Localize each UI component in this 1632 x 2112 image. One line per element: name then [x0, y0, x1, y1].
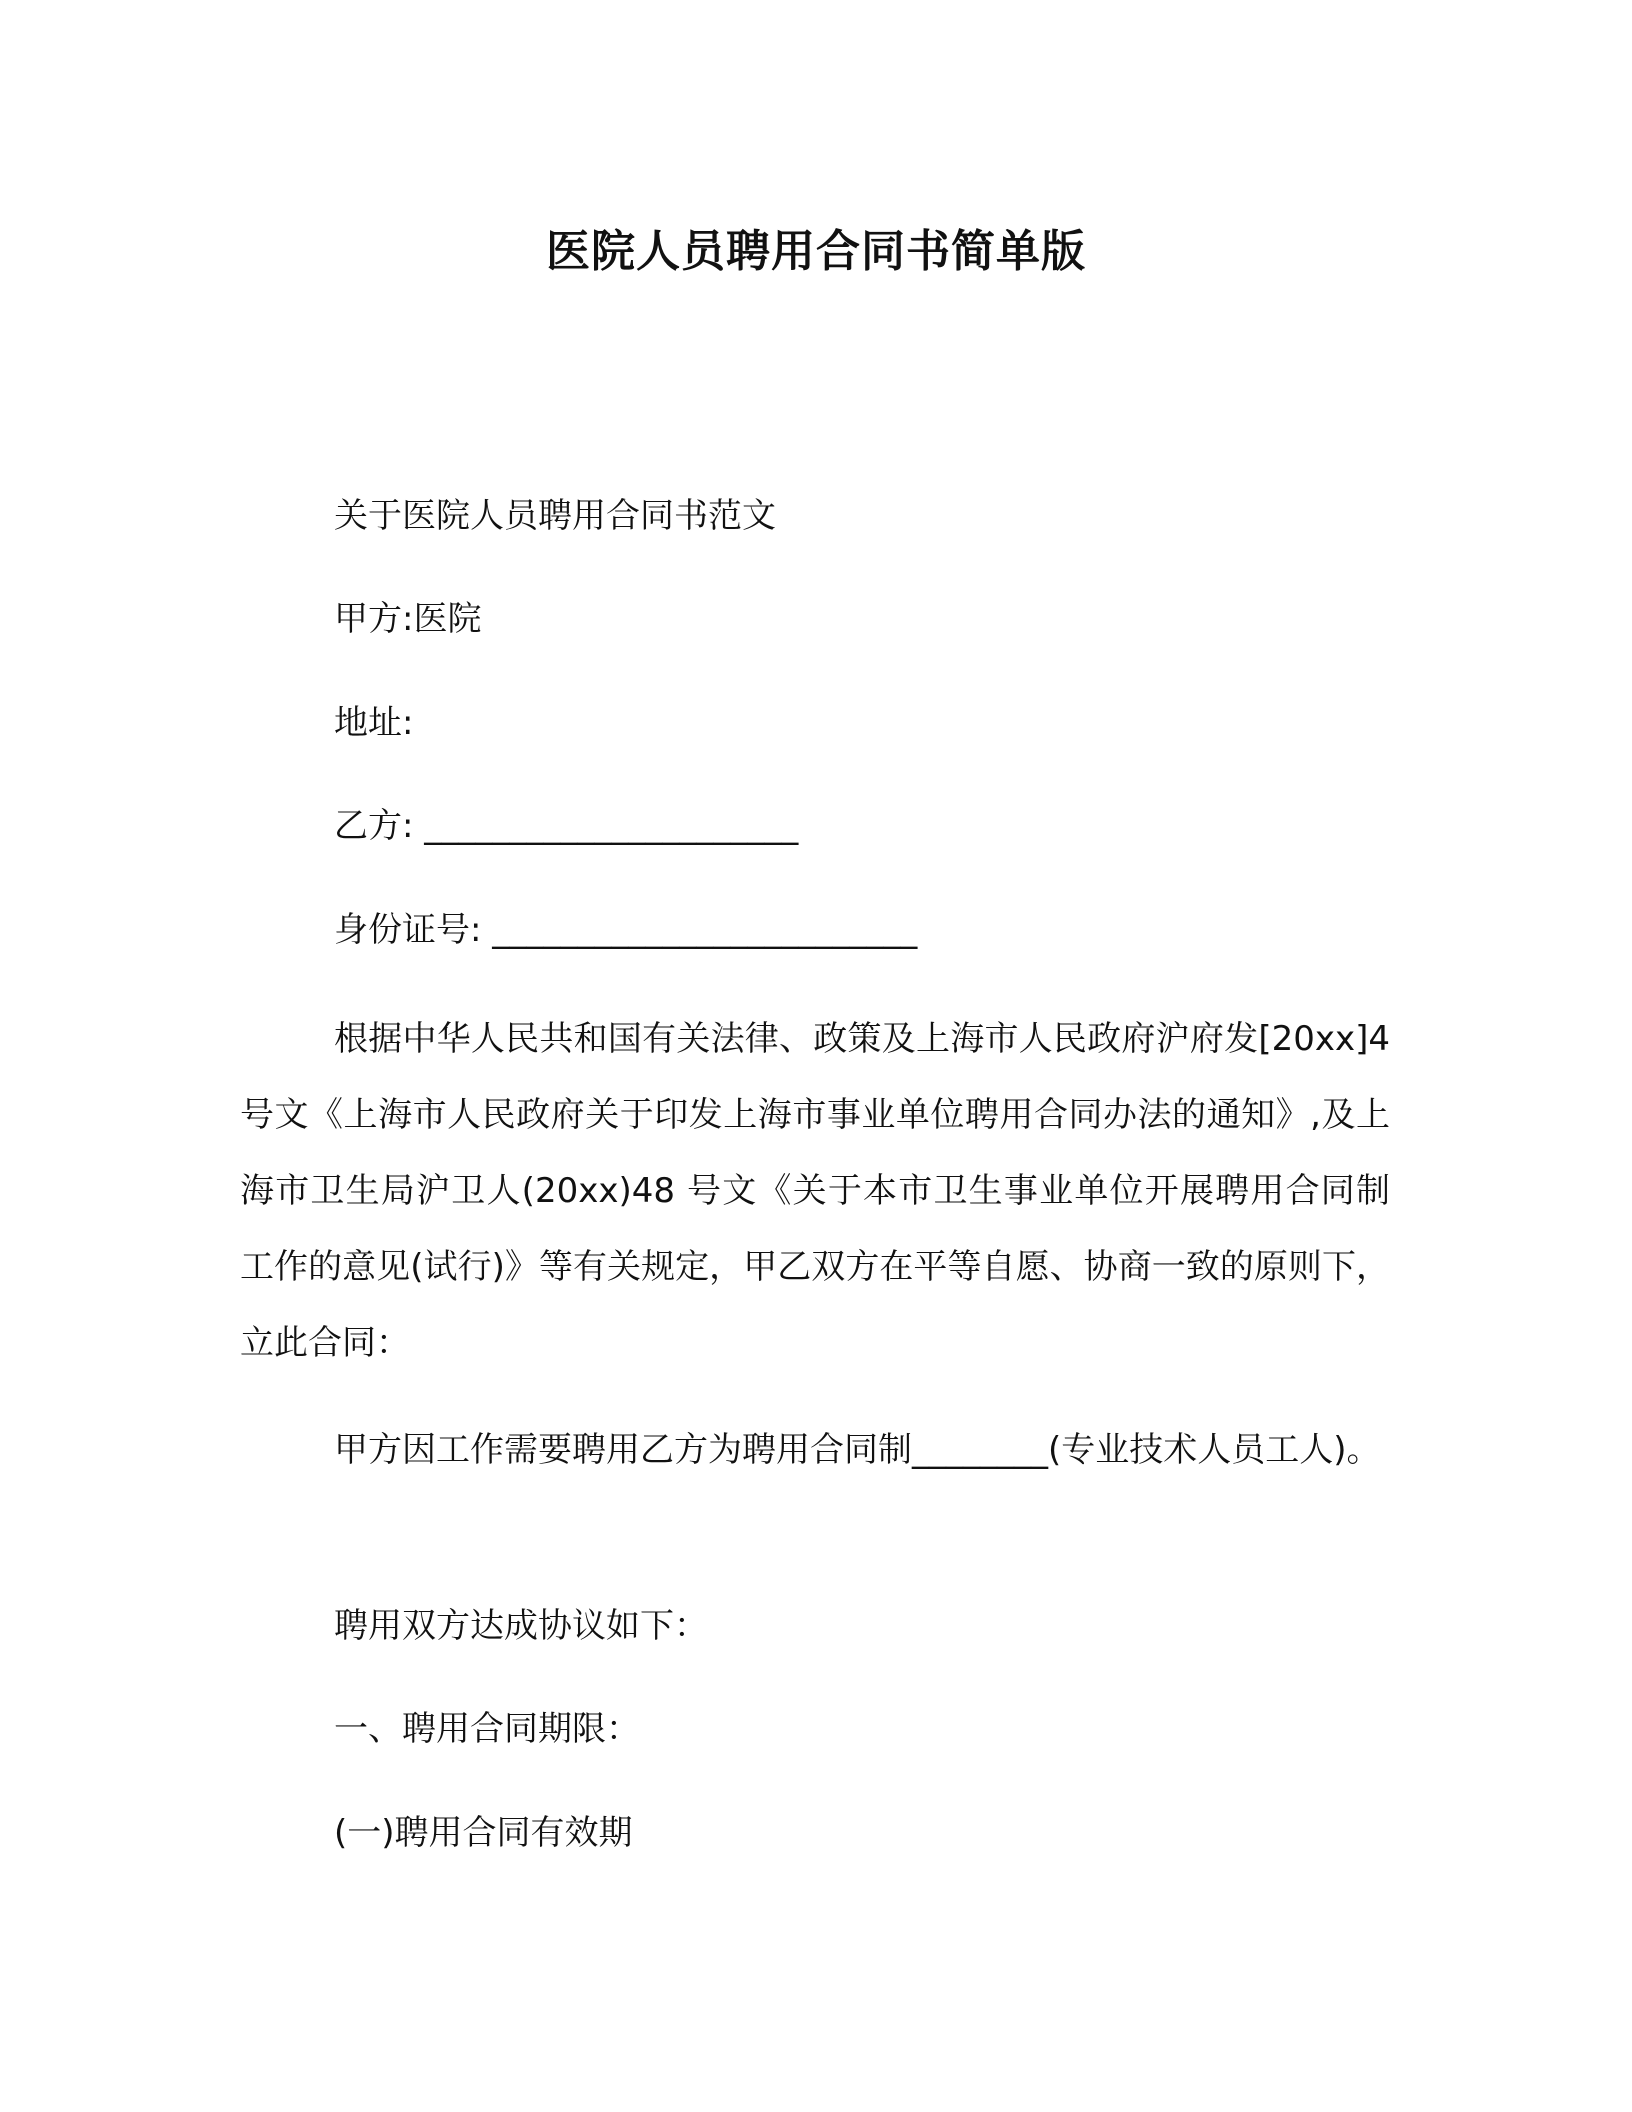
party-a-line: 甲方:医院	[334, 599, 482, 639]
subsection-one-heading: (一)聘用合同有效期	[334, 1813, 633, 1853]
hire-paragraph: 甲方因工作需要聘用乙方为聘用合同制________(专业技术人员工人)。	[334, 1430, 1381, 1470]
document-subtitle: 关于医院人员聘用合同书范文	[334, 496, 776, 536]
agreement-line: 聘用双方达成协议如下：	[334, 1606, 708, 1646]
intro-paragraph: 根据中华人民共和国有关法律、政策及上海市人民政府沪府发[20xx]4 号文《上海市人民政府关于印发上海市事业单位聘用合同办法的通知》,及上海市卫生局沪卫人(20xx)48 号文《关于本市卫生事业单位开展聘用合同制工作的意见(试行)》等有关规定，甲乙双方在平等自愿、协商一致的原则下，立此合同：	[240, 1019, 1390, 1363]
party-b-line: 乙方: ______________________	[334, 806, 799, 846]
id-number-line: 身份证号: _________________________	[334, 910, 918, 950]
document-title: 医院人员聘用合同书简单版	[546, 226, 1086, 277]
address-line: 地址:	[334, 703, 414, 743]
section-one-heading: 一、聘用合同期限：	[334, 1709, 640, 1749]
